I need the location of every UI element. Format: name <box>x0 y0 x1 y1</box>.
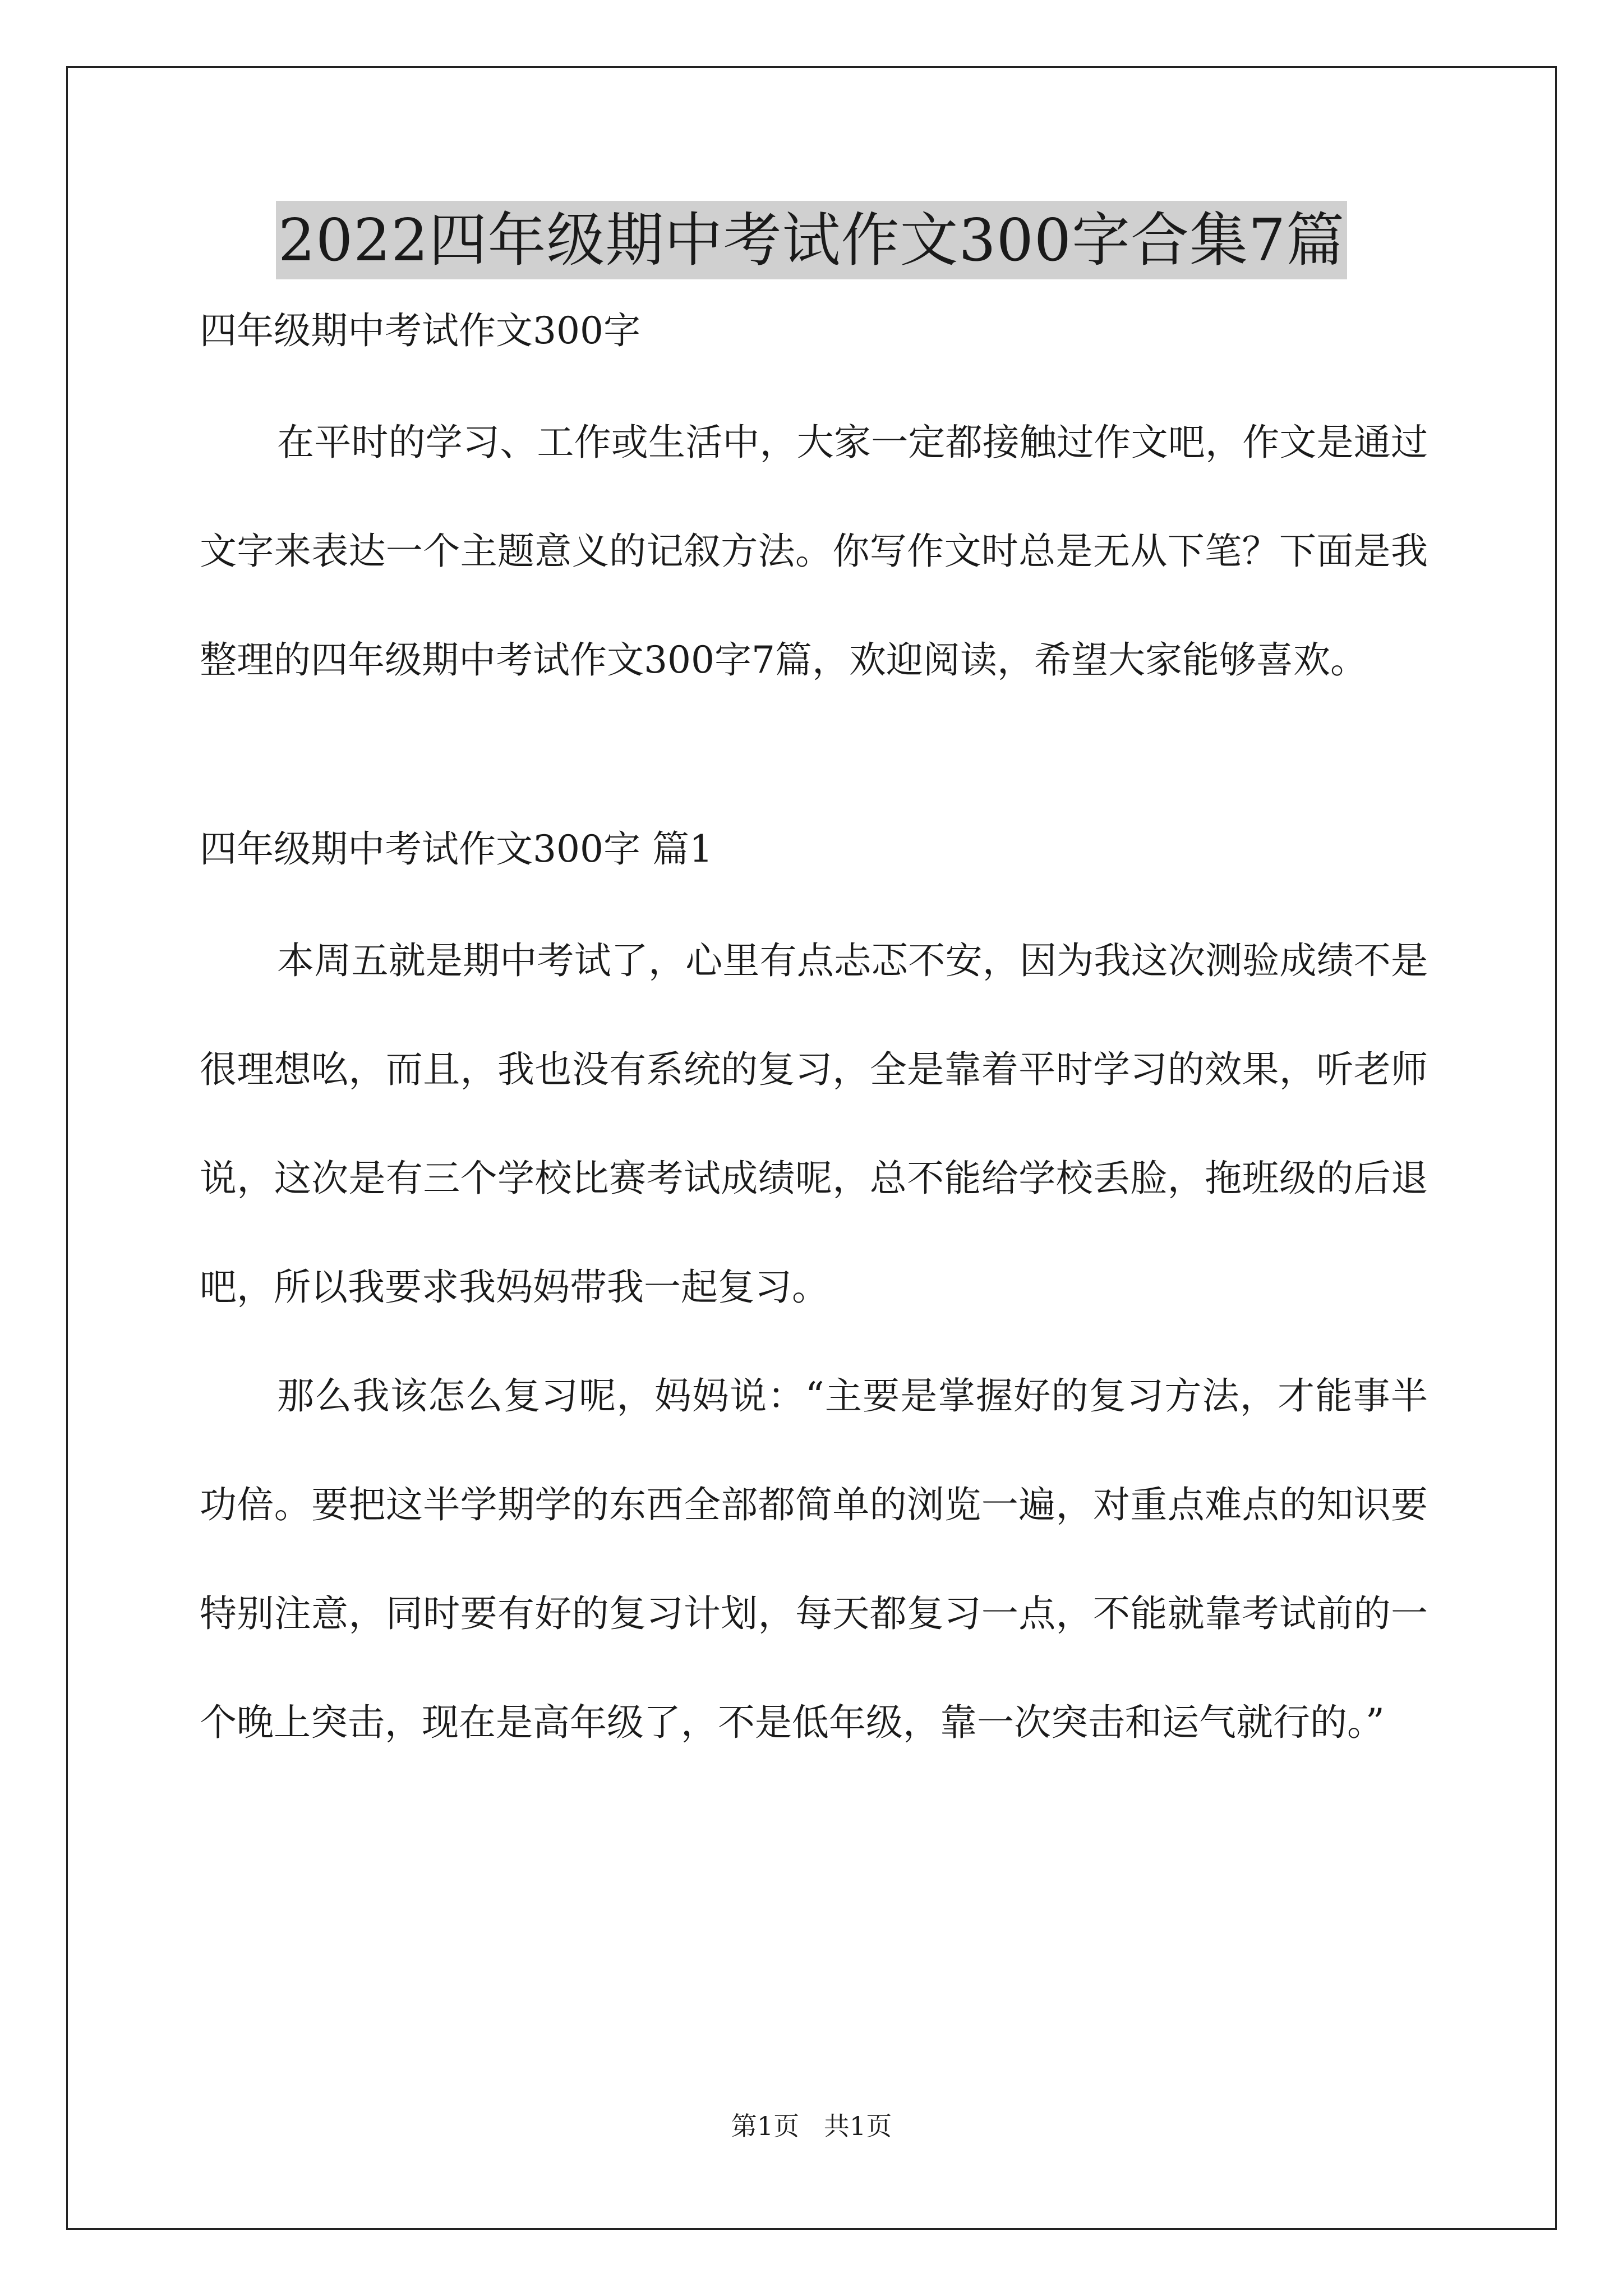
section-heading: 四年级期中考试作文300字 篇1 <box>200 827 713 871</box>
paragraph: 那么我该怎么复习呢，妈妈说：“主要是掌握好的复习方法，才能事半功倍。要把这半学期学的东西全部都简单的浏览一遍，对重点难点的知识要特别注意，同时要有好的复习计划，每天都复习一点，不能就靠考试前的一个晚上突击，现在是高年级了，不是低年级，靠一次突击和运气就行的。” <box>200 1374 1428 1744</box>
document-body <box>200 303 1428 1777</box>
section-heading: 四年级期中考试作文300字 <box>200 309 640 352</box>
page-footer: 第1页 共1页 <box>731 2111 892 2141</box>
paragraph: 本周五就是期中考试了，心里有点忐忑不安，因为我这次测验成绩不是很理想吆，而且，我也没有系统的复习，全是靠着平时学习的效果，听老师说，这次是有三个学校比赛考试成绩呢，总不能给学校丢脸，拖班级的后退吧，所以我要求我妈妈带我一起复习。 <box>200 939 1428 1309</box>
section-spacer <box>200 715 1428 821</box>
paragraph: 在平时的学习、工作或生活中，大家一定都接触过作文吧，作文是通过文字来表达一个主题意义的记叙方法。你写作文时总是无从下笔？下面是我整理的四年级期中考试作文300字7篇，欢迎阅读，希望大家能够喜欢。 <box>200 421 1428 682</box>
title-container <box>0 201 1623 279</box>
document-title: 2022四年级期中考试作文300字合集7篇 <box>276 201 1347 279</box>
